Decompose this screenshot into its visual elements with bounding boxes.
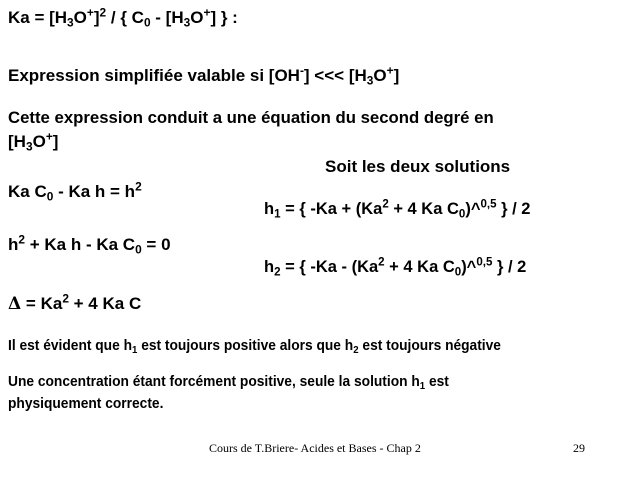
concentration-sentence-end: physiquement correcte. [8,396,164,412]
solution-h2: $h_2$ = { $-Ka - (Ka^2 + 4$ Ka $C_0)\^{}^{0,5}$ } / 2 [264,256,527,279]
second-degree-sentence: Cette expression conduit a une équation du second degré en [8,108,494,127]
ka-equation: $Ka = [H_3O^+]^2$ / { $C_0 - [H_3O^+]$ } : [8,5,238,30]
delta-equation: $\Delta = Ka^2 + 4$ Ka C [8,291,142,314]
delta-symbol: Δ [8,294,22,314]
equation-ka-c0: Ka $C_0$ - Ka $h = h^2$ [8,179,142,204]
simplified-expression: Expression simplifiée valable si [OH-] <<< $[H_3O^+]$ [8,63,400,88]
second-degree-variable: $[H_3O^+]$ [8,129,59,154]
footer-page-number: 29 [573,441,585,455]
positivity-sentence: Il est évident que $h_1$ est toujours positive alors que $h_2$ est toujours négative [8,338,501,355]
footer-course-title: Cours de T.Briere- Acides et Bases - Chap 2 [209,441,421,455]
concentration-sentence: Une concentration étant forcément positive, seule la solution $h_1$ est [8,374,449,393]
quadratic-equation: $h^2 + Ka$ h - Ka $C_0 = 0$ [8,232,171,257]
solution-h1: $h_1$ = { $-Ka + (Ka^2 + 4$ Ka $C_0)\^{}^{0,5}$ } / 2 [264,198,531,221]
solutions-heading: Soit les deux solutions [325,157,511,176]
